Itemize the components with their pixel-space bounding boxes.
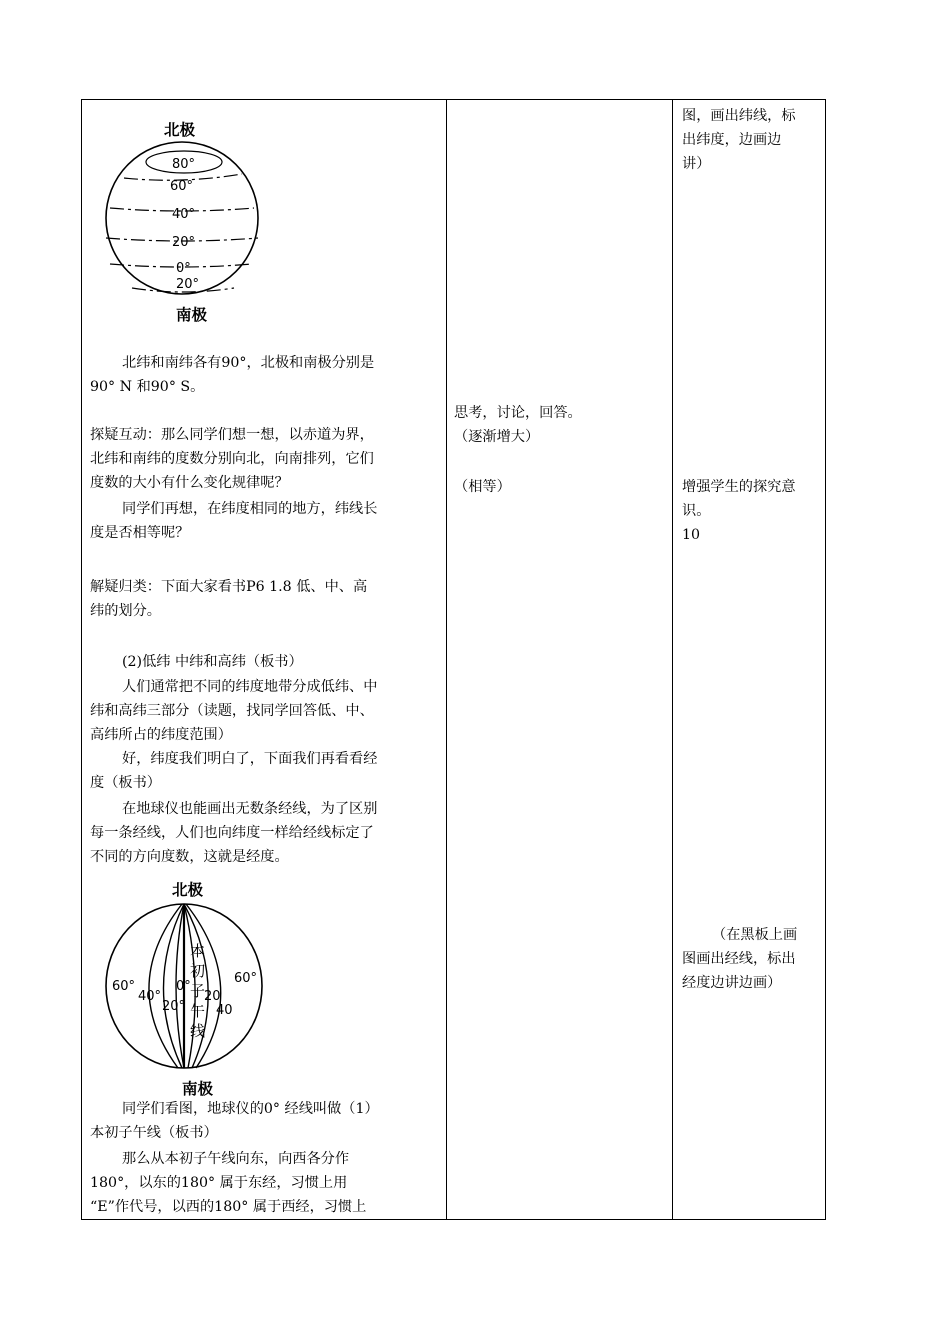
lon-label-e40: 40 [216, 1003, 233, 1018]
paragraph-4-line-1: 解疑归类：下面大家看书P6 1.8 低、中、高 [90, 579, 368, 595]
lat-label-60: 60° [170, 179, 194, 194]
paragraph-8-line-2: 每一条经线，人们也向纬度一样给经线标定了 [90, 825, 374, 841]
paragraph-2-line-3: 度数的大小有什么变化规律呢？ [90, 475, 289, 491]
paragraph-9-line-2: 本初子午线（板书） [90, 1125, 218, 1141]
note-a-line-1: 图，画出纬线，标 [682, 108, 796, 124]
paragraph-6-line-1: 人们通常把不同的纬度地带分成低纬、中 [122, 679, 378, 695]
lon-label-w60: 60° [112, 979, 136, 994]
paragraph-6-line-2: 纬和高纬三部分（读题，找同学回答低、中、 [90, 703, 374, 719]
lat-label-0: 0° [176, 261, 191, 276]
paragraph-9-line-1: 同学们看图，地球仪的0° 经线叫做（1） [122, 1101, 379, 1117]
meridian-char-3: 子 [190, 982, 206, 1000]
lat-label-80: 80° [172, 157, 196, 172]
note-b-line-3: 10 [682, 527, 701, 543]
longitude-globe-figure [104, 902, 274, 1074]
paragraph-3-line-2: 度是否相等呢？ [90, 525, 190, 541]
student-activity-column [446, 100, 671, 1219]
paragraph-8-line-1: 在地球仪也能画出无数条经线，为了区别 [122, 801, 378, 817]
paragraph-5-line-1: (2)低纬 中纬和高纬（板书） [122, 654, 303, 670]
paragraph-4-line-2: 纬的划分。 [90, 603, 161, 619]
meridian-char-4: 午 [190, 1002, 206, 1020]
paragraph-7-line-1: 好，纬度我们明白了，下面我们再看看经 [122, 751, 378, 767]
paragraph-2-line-1: 探疑互动：那么同学们想一想，以赤道为界， [90, 427, 374, 443]
meridian-char-2: 初 [190, 962, 206, 980]
design-intent-column [672, 100, 826, 1219]
note-b-line-1: 增强学生的探究意 [682, 479, 796, 495]
lat-label-20: 20° [172, 235, 196, 250]
fig2-south-pole-label: 南极 [182, 1080, 214, 1098]
activity-line-1: 思考，讨论，回答。 [454, 405, 582, 421]
paragraph-10-line-2: 180°，以东的180° 属于东经，习惯上用 [90, 1175, 348, 1191]
paragraph-3-line-1: 同学们再想，在纬度相同的地方，纬线长 [122, 501, 378, 517]
meridian-char-1: 本 [190, 942, 206, 960]
lon-label-0: 0° [176, 979, 191, 994]
paragraph-2-line-2: 北纬和南纬的度数分别向北，向南排列，它们 [90, 451, 374, 467]
paragraph-10-line-3: “E”作代号，以西的180° 属于西经，习惯上 [90, 1199, 367, 1215]
lon-label-w20: 20° [162, 999, 186, 1014]
lon-label-w40: 40° [138, 989, 162, 1004]
fig1-north-pole-label: 北极 [164, 121, 196, 139]
note-b-line-2: 识。 [682, 503, 711, 519]
note-c-line-3: 经度边讲边画） [682, 975, 782, 991]
paragraph-7-line-2: 度（板书） [90, 775, 161, 791]
note-c-line-1: （在黑板上画 [712, 927, 798, 943]
teaching-content-column [82, 100, 445, 1219]
lesson-plan-table [81, 99, 826, 1220]
meridian-char-5: 线 [190, 1022, 206, 1040]
paragraph-8-line-3: 不同的方向度数，这就是经度。 [90, 849, 289, 865]
paragraph-10-line-1: 那么从本初子午线向东，向西各分作 [122, 1151, 350, 1167]
activity-line-2: （逐渐增大） [454, 429, 540, 445]
note-a-line-2: 出纬度，边画边 [682, 132, 782, 148]
note-c-line-2: 图画出经线，标出 [682, 951, 796, 967]
lon-label-e60: 60° [234, 971, 258, 986]
paragraph-6-line-3: 高纬所占的纬度范围） [90, 727, 232, 743]
activity-line-3: （相等） [454, 479, 511, 495]
fig1-south-pole-label: 南极 [176, 306, 208, 324]
paragraph-1-line-1: 北纬和南纬各有90°，北极和南极分别是 [122, 355, 375, 371]
note-a-line-3: 讲） [682, 156, 711, 172]
fig2-north-pole-label: 北极 [172, 881, 204, 899]
lat-label-40: 40° [172, 207, 196, 222]
lon-label-e20: 20 [204, 989, 221, 1004]
lat-label-s20: 20° [176, 277, 200, 292]
latitude-globe-figure [102, 138, 292, 328]
paragraph-1-line-2: 90° N 和90° S。 [90, 379, 205, 395]
